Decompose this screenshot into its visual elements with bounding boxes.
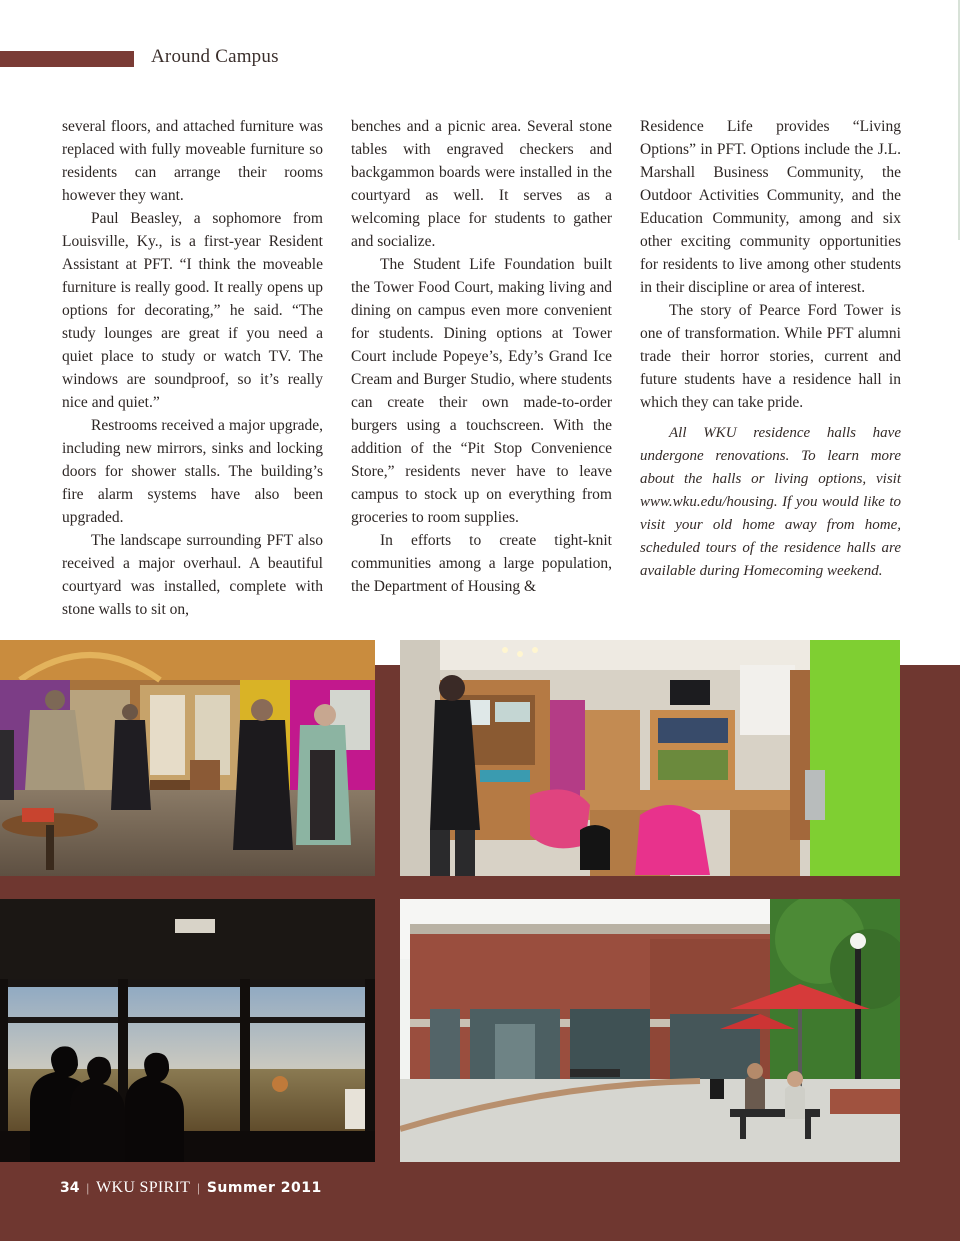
publication-name: WKU SPIRIT	[96, 1179, 191, 1196]
paragraph: Restrooms received a major upgrade, including new mirrors, sinks and locking doors for shower stalls. The building’s fire alarm systems have also been upgraded.	[62, 417, 323, 526]
article-column-3	[640, 115, 901, 583]
article-column-1	[62, 115, 323, 621]
paragraph: The story of Pearce Ford Tower is one of transformation. While PFT alumni trade their horror stories, current and future students have a residence hall in which they can take pride.	[640, 302, 901, 411]
paragraph: In efforts to create tight-knit communities among a large population, the Department of Housing &	[351, 532, 612, 595]
article-column-2	[351, 115, 612, 598]
paragraph: The Student Life Foundation built the Tower Food Court, making living and dining on campus even more convenient for students. Dining options at Tower Court include Popeye’s, Edy’s Grand Ice Cream and Burger Studio, where students can create their own made-to-order burgers using a touchscreen. With the addition of the “Pit Stop Convenience Store,” residents never have to leave campus to stock up on everything from groceries to room supplies.	[351, 256, 612, 526]
issue-label: Summer 2011	[206, 1180, 322, 1196]
italic-caption: All WKU residence halls have undergone renovations. To learn more about the halls or living options, visit www.wku.edu/housing. If you would like to visit your old home away from home, scheduled tours of the residence halls are available during Homecoming weekend.	[640, 425, 901, 579]
paragraph: The landscape surrounding PFT also received a major overhaul. A beautiful courtyard was installed, complete with stone walls to sit on,	[62, 532, 323, 618]
section-title: Around Campus	[151, 46, 279, 67]
header-accent-bar	[0, 51, 134, 67]
page-footer	[60, 1179, 322, 1197]
paragraph: benches and a picnic area. Several stone tables with engraved checkers and backgammon boards were installed in the courtyard as well. It serves as a welcoming place for students to gather and socialize.	[351, 118, 612, 250]
window-view-photo	[0, 899, 375, 1162]
food-court-photo	[0, 640, 375, 876]
page-number: 34	[60, 1180, 80, 1196]
paragraph: Paul Beasley, a sophomore from Louisville, Ky., is a first-year Resident Assistant at PFT. “I think the moveable furniture is really good. It really opens up options for decorating,” he said. “The study lounges are great if you need a quiet place to study or watch TV. The windows are soundproof, so it’s really nice and quiet.”	[62, 210, 323, 411]
paragraph: Residence Life provides “Living Options” in PFT. Options include the J.L. Marshall Business Community, the Outdoor Activities Community, and the Education Community, among and six other exciting community opportunities for residents to live among other students in their discipline or area of interest.	[640, 118, 901, 296]
dorm-room-photo	[400, 640, 900, 876]
paragraph: several floors, and attached furniture was replaced with fully moveable furniture so residents can arrange their rooms however they want.	[62, 118, 323, 204]
footer-separator: |	[86, 1180, 90, 1195]
courtyard-photo	[400, 899, 900, 1162]
footer-separator: |	[197, 1180, 200, 1195]
